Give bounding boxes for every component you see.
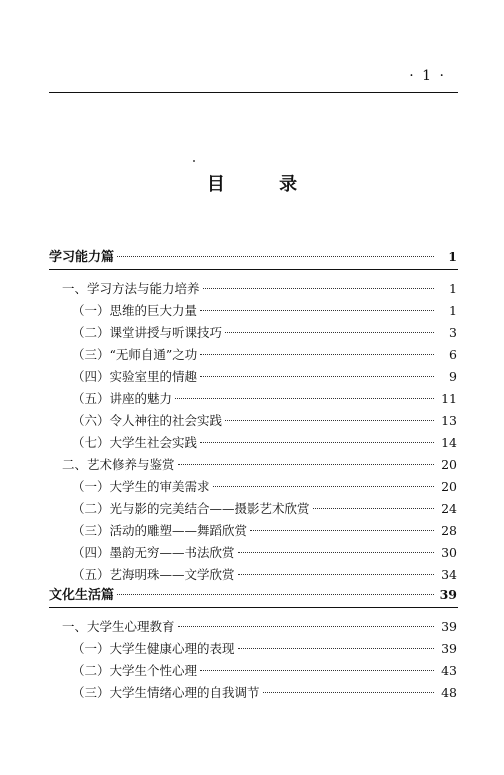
toc-item[interactable] <box>72 477 457 497</box>
toc-label: （三）“无师自通”之功 <box>72 347 198 362</box>
toc-item[interactable] <box>72 367 457 387</box>
toc-item[interactable] <box>72 521 457 541</box>
toc-page: 20 <box>441 479 457 494</box>
part-rule <box>49 269 458 270</box>
toc-label: 一、学习方法与能力培养 <box>62 281 200 296</box>
toc-label: （五）艺海明珠——文学欣赏 <box>72 567 235 582</box>
toc-part-culture[interactable] <box>49 584 457 604</box>
toc-page: 30 <box>441 545 457 560</box>
toc-page: 34 <box>441 567 457 582</box>
dot-leader <box>178 464 434 465</box>
toc-part-learning[interactable] <box>49 246 457 266</box>
toc-section-arts[interactable] <box>62 455 457 475</box>
toc-label: （一）大学生的审美需求 <box>72 479 210 494</box>
toc-item[interactable] <box>72 411 457 431</box>
toc-page: 6 <box>449 347 457 362</box>
toc-label: （三）大学生情绪心理的自我调节 <box>72 685 260 700</box>
toc-item[interactable] <box>72 661 457 681</box>
toc-label: （六）令人神往的社会实践 <box>72 413 223 428</box>
toc-item[interactable] <box>72 683 457 703</box>
toc-page: 1 <box>449 303 457 318</box>
toc-item[interactable] <box>72 565 457 585</box>
toc-page: 39 <box>441 641 457 656</box>
toc-label: 学习能力篇 <box>49 250 115 265</box>
toc-page: 1 <box>448 249 457 264</box>
page-title: 目 录 <box>206 174 322 195</box>
toc-item[interactable] <box>72 543 457 563</box>
toc-label: 二、艺术修养与鉴赏 <box>62 457 175 472</box>
toc-page: 1 <box>449 281 457 296</box>
toc-label: （五）讲座的魅力 <box>72 391 173 406</box>
toc-label: （七）大学生社会实践 <box>72 435 198 450</box>
dot-leader <box>200 376 434 377</box>
toc-page: 39 <box>441 619 457 634</box>
dot-leader <box>238 552 434 553</box>
dot-leader <box>238 574 434 575</box>
dot-leader <box>200 670 434 671</box>
toc-page: 11 <box>441 391 457 406</box>
toc-page: 24 <box>441 501 457 516</box>
dot-leader <box>117 256 434 257</box>
dot-leader <box>213 486 434 487</box>
page-number: · 1 · <box>409 68 446 84</box>
dot-leader <box>175 398 434 399</box>
dot-leader <box>178 626 434 627</box>
toc-item[interactable] <box>72 389 457 409</box>
toc-label: （二）光与影的完美结合——摄影艺术欣赏 <box>72 501 310 516</box>
dot-leader <box>225 332 434 333</box>
toc-item[interactable] <box>72 639 457 659</box>
toc-page: 39 <box>439 587 457 602</box>
toc-item[interactable] <box>72 345 457 365</box>
toc-item[interactable] <box>72 323 457 343</box>
toc-label: （三）活动的雕塑——舞蹈欣赏 <box>72 523 248 538</box>
toc-page: 9 <box>449 369 457 384</box>
toc-section-psychology[interactable] <box>62 617 457 637</box>
dot-leader <box>263 692 434 693</box>
toc-page: 20 <box>441 457 457 472</box>
dot-leader <box>238 648 434 649</box>
dot-leader <box>313 508 434 509</box>
toc-label: （二）课堂讲授与听课技巧 <box>72 325 223 340</box>
toc-item[interactable] <box>72 499 457 519</box>
toc-page: 28 <box>441 523 457 538</box>
toc-page: 13 <box>441 413 457 428</box>
toc-page: 14 <box>441 435 457 450</box>
dot-leader <box>200 442 434 443</box>
dot-leader <box>200 310 434 311</box>
part-rule <box>49 607 458 608</box>
dot-leader <box>250 530 434 531</box>
dot-leader <box>203 288 434 289</box>
toc-page: 48 <box>441 685 457 700</box>
dot-leader <box>117 594 434 595</box>
toc-item[interactable] <box>72 301 457 321</box>
speck-mark <box>193 160 195 162</box>
toc-item[interactable] <box>72 433 457 453</box>
toc-page: 43 <box>441 663 457 678</box>
toc-label: （四）墨韵无穷——书法欣赏 <box>72 545 235 560</box>
toc-label: 文化生活篇 <box>49 588 115 603</box>
toc-label: （四）实验室里的情趣 <box>72 369 198 384</box>
header-rule <box>49 92 458 93</box>
toc-label: （一）思维的巨大力量 <box>72 303 198 318</box>
toc-label: （一）大学生健康心理的表现 <box>72 641 235 656</box>
dot-leader <box>225 420 434 421</box>
toc-label: （二）大学生个性心理 <box>72 663 198 678</box>
toc-section-methods[interactable] <box>62 279 457 299</box>
dot-leader <box>200 354 434 355</box>
toc-page: 3 <box>449 325 457 340</box>
toc-label: 一、大学生心理教育 <box>62 619 175 634</box>
